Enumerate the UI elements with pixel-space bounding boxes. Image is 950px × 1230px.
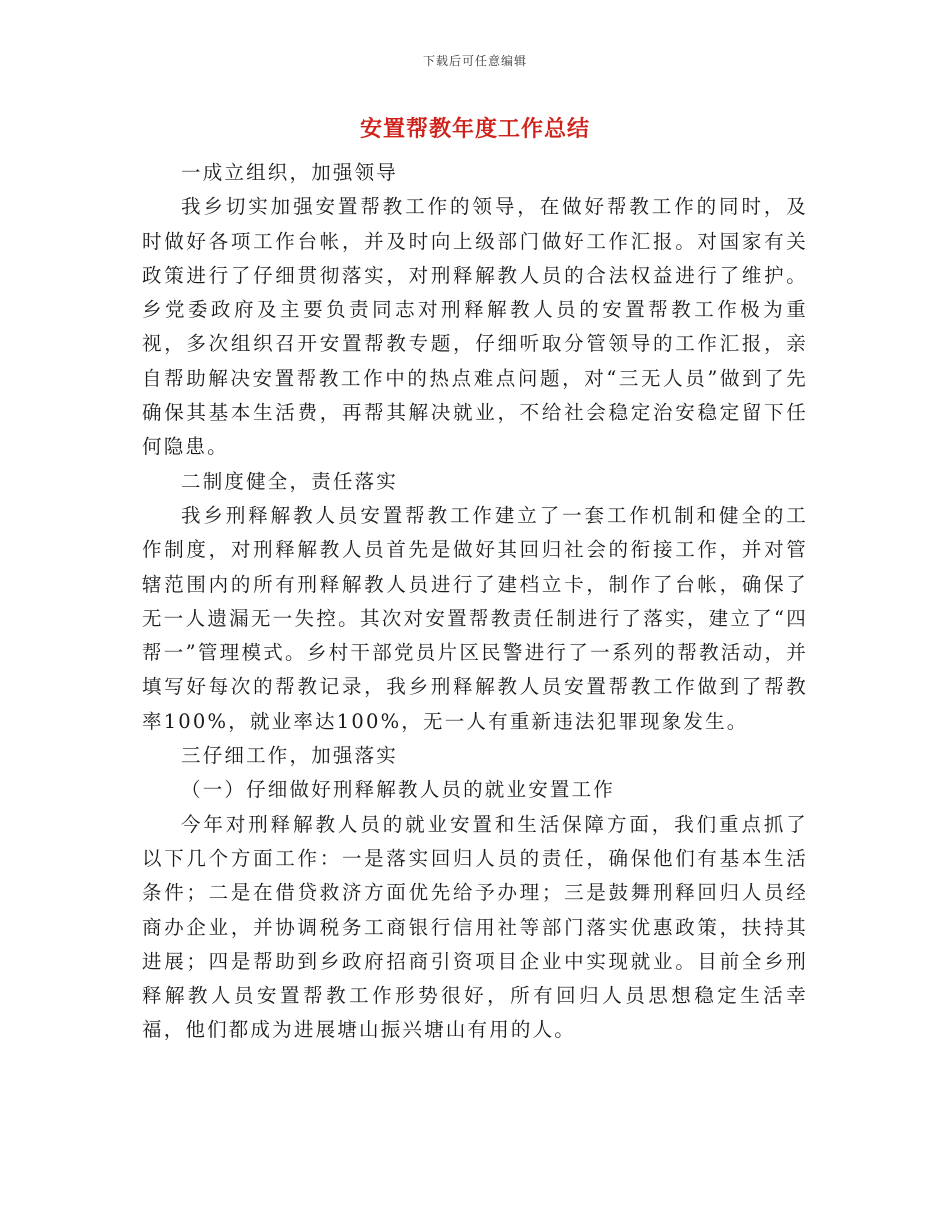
document-body	[142, 156, 808, 1048]
section-paragraph-2: 我乡刑释解教人员安置帮教工作建立了一套工作机制和健全的工作制度，对刑释解教人员首先是做好其回归社会的衔接工作，并对管辖范围内的所有刑释解教人员进行了建档立卡，制作了台帐，确保了无一人遗漏无一失控。其次对安置帮教责任制进行了落实，建立了“四帮一”管理模式。乡村干部党员片区民警进行了一系列的帮教活动，并填写好每次的帮教记录，我乡刑释解教人员安置帮教工作做到了帮教率100%，就业率达100%，无一人有重新违法犯罪现象发生。	[142, 503, 808, 733]
section-subheading-3-1: （一）仔细做好刑释解教人员的就业安置工作	[181, 778, 616, 802]
section-heading-3: 三仔细工作，加强落实	[181, 744, 399, 768]
section-paragraph-3: 今年对刑释解教人员的就业安置和生活保障方面，我们重点抓了以下几个方面工作：一是落实回归人员的责任，确保他们有基本生活条件；二是在借贷救济方面优先给予办理；三是鼓舞刑释回归人员经商办企业，并协调税务工商银行信用社等部门落实优惠政策，扶持其进展；四是帮助到乡政府招商引资项目企业中实现就业。目前全乡刑释解教人员安置帮教工作形势很好，所有回归人员思想稳定生活幸福，他们都成为进展塘山振兴塘山有用的人。	[142, 812, 808, 1042]
document-title: 安置帮教年度工作总结	[359, 116, 590, 142]
section-heading-1: 一成立组织，加强领导	[181, 161, 399, 184]
header-note: 下载后可任意编辑	[422, 54, 527, 68]
section-heading-2: 二制度健全，责任落实	[181, 469, 399, 493]
section-paragraph-1: 我乡切实加强安置帮教工作的领导，在做好帮教工作的同时，及时做好各项工作台帐，并及时向上级部门做好工作汇报。对国家有关政策进行了仔细贯彻落实，对刑释解教人员的合法权益进行了维护。乡党委政府及主要负责同志对刑释解教人员的安置帮教工作极为重视，多次组织召开安置帮教专题，仔细听取分管领导的工作汇报，亲自帮助解决安置帮教工作中的热点难点问题，对“三无人员”做到了先确保其基本生活费，再帮其解决就业，不给社会稳定治安稳定留下任何隐患。	[142, 195, 808, 459]
